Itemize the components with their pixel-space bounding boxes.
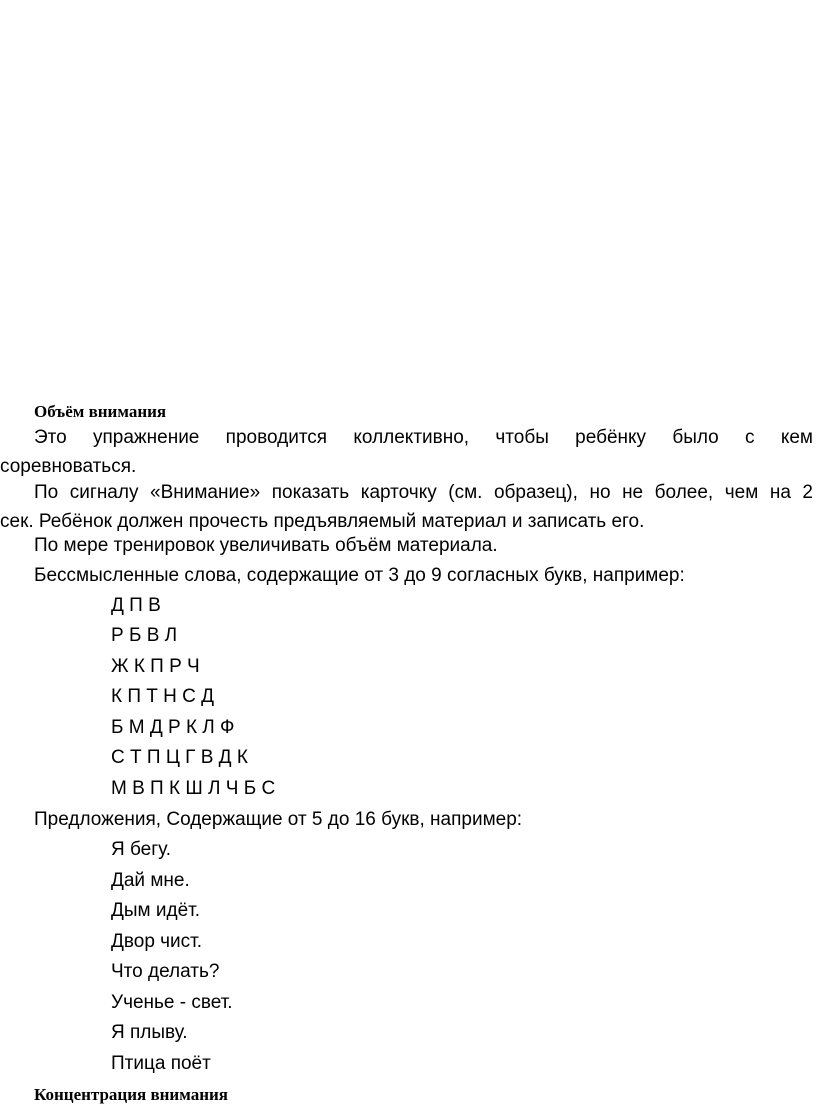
paragraph-intro-line1: Это упражнение проводится коллективно, чтобы ребёнку было с кем: [34, 427, 813, 448]
section-heading-concentration: Концентрация внимания: [34, 1085, 228, 1104]
sentence-item: Ученье - свет.: [111, 992, 233, 1013]
paragraph-signal: [0, 478, 813, 536]
paragraph-intro-line2: соревноваться.: [0, 456, 137, 477]
letter-set: Ж К П Р Ч: [111, 656, 200, 677]
letter-set: К П Т Н С Д: [111, 686, 215, 707]
sentence-item: Я бегу.: [111, 839, 172, 860]
paragraph-signal-line1: По сигналу «Внимание» показать карточку (см. образец), но не более, чем на 2: [34, 482, 813, 503]
paragraph-signal-line2: сек. Ребёнок должен прочесть предъявляемый материал и записать его.: [0, 511, 645, 532]
letter-set: Д П В: [111, 595, 161, 616]
sentence-item: Дым идёт.: [111, 900, 201, 921]
paragraph-training: По мере тренировок увеличивать объём материала.: [34, 535, 498, 556]
paragraph-intro: [0, 423, 813, 481]
letter-set: Б М Д Р К Л Ф: [111, 717, 235, 738]
sentence-item: Птица поёт: [111, 1053, 211, 1074]
sentence-item: Двор чист.: [111, 931, 203, 952]
paragraph-sentences: Предложения, Содержащие от 5 до 16 букв, например:: [34, 809, 523, 830]
sentence-item: Что делать?: [111, 961, 220, 982]
sentence-item: Дай мне.: [111, 870, 190, 891]
paragraph-nonsense-words: Бессмысленные слова, содержащие от 3 до 9 согласных букв, например:: [34, 565, 685, 586]
letter-set: С Т П Ц Г В Д К: [111, 747, 248, 768]
sentence-item: Я плыву.: [111, 1022, 188, 1043]
section-heading-attention-span: Объём внимания: [34, 402, 167, 421]
letter-set: М В П К Ш Л Ч Б С: [111, 778, 276, 799]
letter-set: Р Б В Л: [111, 625, 178, 646]
